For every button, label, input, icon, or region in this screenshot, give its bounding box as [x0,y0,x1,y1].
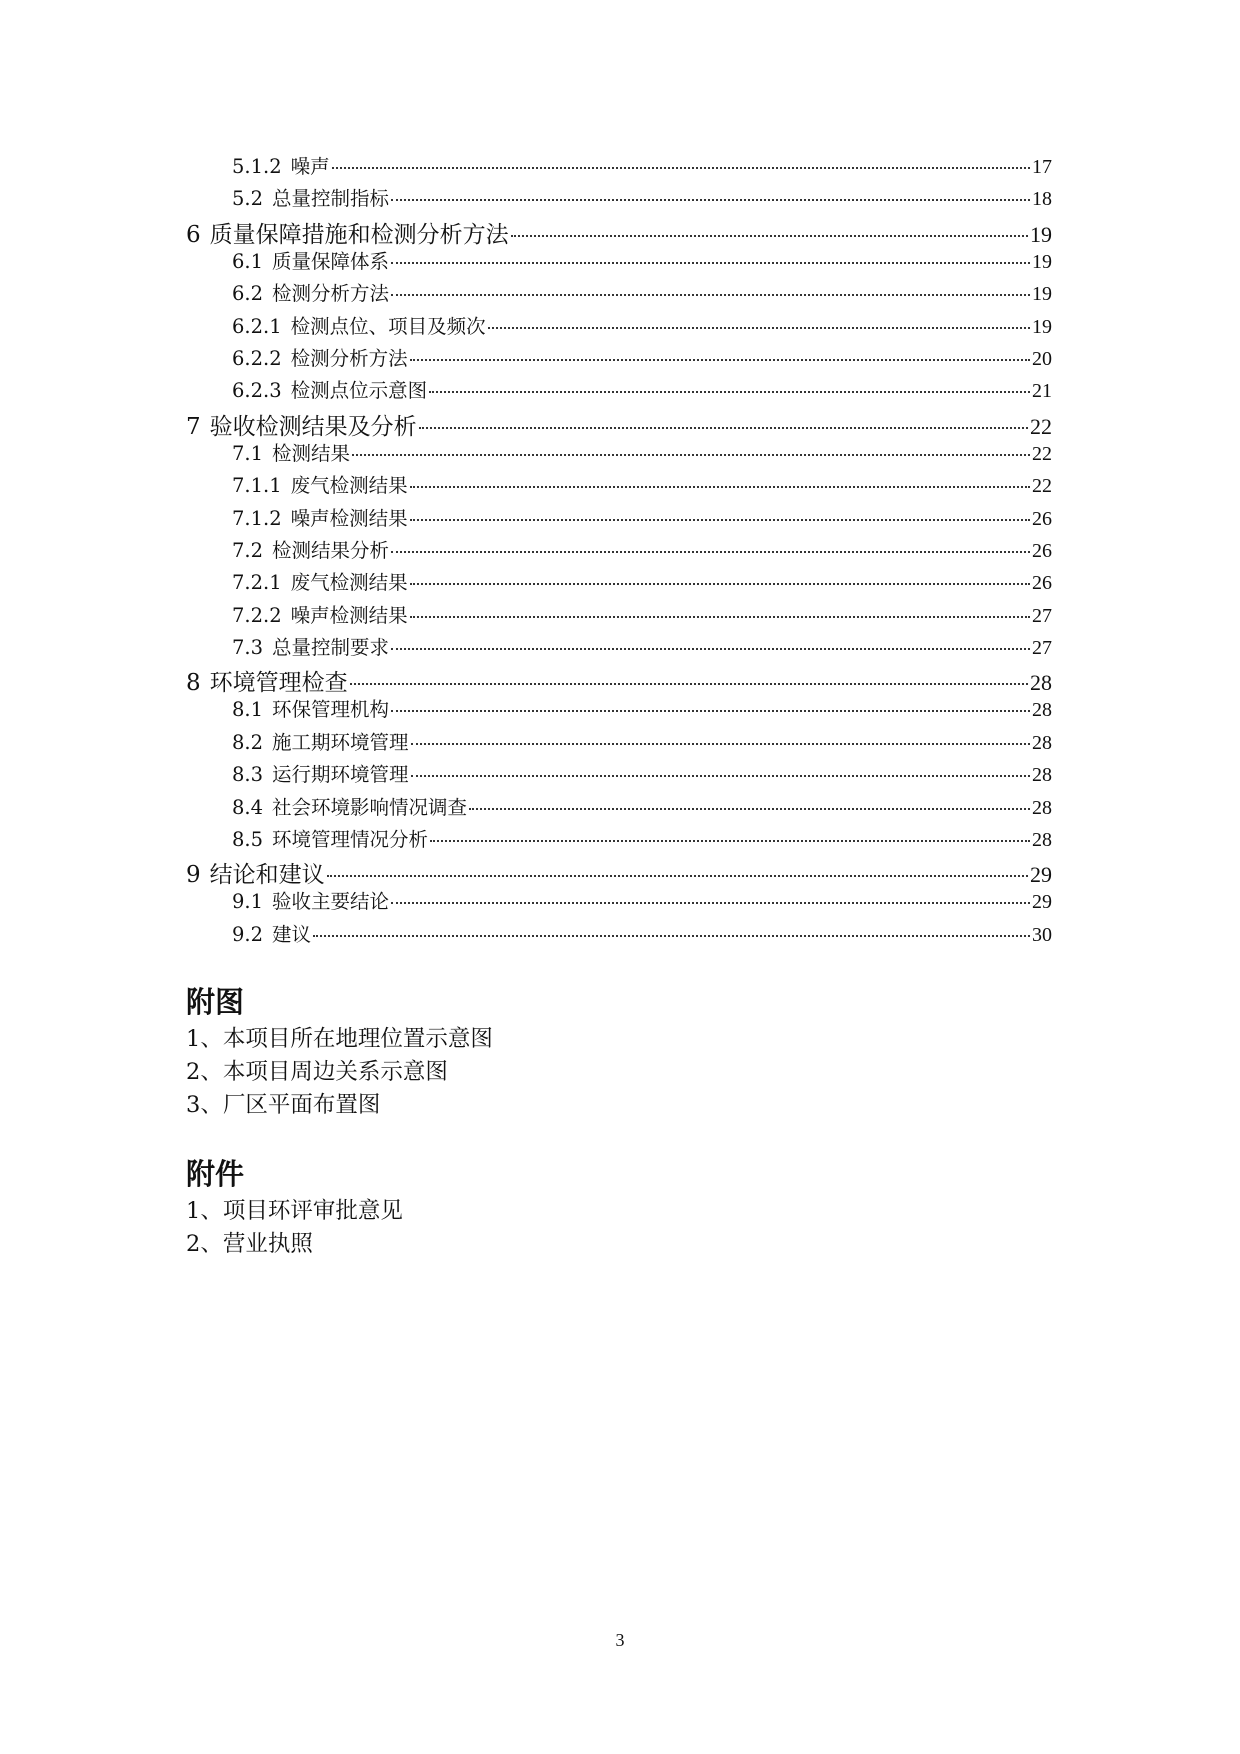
toc-entry-number: 8.3 [232,763,264,787]
toc-entry-title: 建议 [272,922,312,946]
toc-entry-number: 7.1.1 [232,474,282,498]
toc-entry-title: 环境管理情况分析 [272,828,429,852]
toc-entry-page: 22 [1032,475,1052,498]
toc-entry-number: 5.2 [232,187,264,211]
attachments-heading: 附件 [186,1157,245,1191]
toc-dot-leader [469,808,1030,810]
toc-entry-page: 19 [1030,221,1052,247]
toc-entry-title: 质量保障体系 [272,249,390,273]
toc-section-entry[interactable] [186,246,1052,278]
toc-section-entry[interactable] [186,792,1052,824]
toc-entry-number: 7.2 [232,538,264,562]
toc-section-entry[interactable] [186,600,1052,632]
figure-item: 1、本项目所在地理位置示意图 [186,1026,493,1052]
toc-dot-leader [410,583,1030,585]
toc-entry-page: 28 [1032,796,1052,819]
toc-entry-title: 噪声 [290,155,330,178]
toc-entry-page: 18 [1032,188,1052,211]
toc-section-entry[interactable] [186,183,1052,215]
toc-dot-leader [410,486,1030,488]
toc-dot-leader [352,454,1030,456]
toc-entry-page: 26 [1032,539,1052,562]
toc-entry-number: 8.4 [232,795,264,819]
toc-section-entry[interactable] [186,438,1052,470]
toc-entry-number: 9.2 [232,922,264,946]
toc-dot-leader [429,391,1030,393]
toc-section-entry[interactable] [186,151,1052,183]
toc-dot-leader [391,551,1030,553]
toc-entry-page: 30 [1032,923,1052,946]
toc-dot-leader [327,875,1028,877]
toc-entry-number: 9 [186,862,201,889]
toc-entry-page: 19 [1032,283,1052,306]
toc-entry-title: 废气检测结果 [290,474,408,498]
toc-entry-number: 7.3 [232,636,264,660]
toc-entry-page: 29 [1032,891,1052,914]
toc-section-entry[interactable] [186,567,1052,599]
toc-entry-page: 28 [1032,764,1052,787]
toc-entry-title: 社会环境影响情况调查 [272,795,468,819]
toc-entry-title: 检测分析方法 [272,282,390,306]
toc-entry-title: 检测点位示意图 [290,379,428,403]
toc-entry-number: 6.2.1 [232,314,282,338]
toc-dot-leader [313,935,1030,937]
toc-entry-page: 26 [1032,507,1052,530]
toc-entry-number: 8.5 [232,828,264,852]
toc-section-entry[interactable] [186,375,1052,407]
toc-entry-number: 8.1 [232,698,264,722]
toc-entry-page: 19 [1032,315,1052,338]
toc-dot-leader [411,775,1030,777]
toc-dot-leader [430,840,1030,842]
toc-section-entry[interactable] [186,694,1052,726]
figure-item: 2、本项目周边关系示意图 [186,1059,448,1085]
toc-entry-title: 检测结果分析 [272,538,390,562]
toc-entry-page: 26 [1032,572,1052,595]
toc-dot-leader [410,616,1030,618]
toc-entry-title: 噪声检测结果 [290,603,408,627]
toc-entry-title: 总量控制指标 [272,187,390,211]
toc-entry-page: 28 [1032,829,1052,852]
toc-dot-leader [350,683,1028,685]
toc-chapter-entry[interactable] [186,216,1052,246]
toc-dot-leader [391,710,1030,712]
toc-entry-title: 环境管理检查 [209,670,348,697]
toc-section-entry[interactable] [186,632,1052,664]
toc-entry-number: 6 [186,221,201,248]
toc-section-entry[interactable] [186,470,1052,502]
toc-entry-page: 22 [1030,413,1052,439]
toc-entry-title: 总量控制要求 [272,636,390,660]
toc-entry-number: 7.2.2 [232,603,282,627]
toc-section-entry[interactable] [186,311,1052,343]
toc-entry-title: 结论和建议 [209,862,325,889]
toc-entry-title: 噪声检测结果 [290,506,408,530]
toc-entry-number: 7.1 [232,441,264,465]
toc-section-entry[interactable] [186,535,1052,567]
toc-entry-number: 7 [186,413,201,440]
toc-section-entry[interactable] [186,343,1052,375]
toc-entry-title: 检测结果 [272,441,351,465]
toc-entry-page: 27 [1032,637,1052,660]
toc-section-entry[interactable] [186,503,1052,535]
toc-dot-leader [332,167,1030,169]
toc-entry-number: 5.1.2 [232,155,282,178]
toc-entry-number: 8 [186,670,201,697]
toc-section-entry[interactable] [186,824,1052,856]
toc-dot-leader [410,519,1030,521]
toc-chapter-entry[interactable] [186,408,1052,438]
toc-entry-page: 19 [1032,250,1052,273]
toc-entry-page: 22 [1032,442,1052,465]
toc-entry-page: 17 [1032,156,1052,178]
toc-dot-leader [411,743,1030,745]
toc-section-entry[interactable] [186,727,1052,759]
table-of-contents [186,151,1052,951]
toc-section-entry[interactable] [186,919,1052,951]
attachments-section [186,1153,403,1261]
toc-entry-number: 7.1.2 [232,506,282,530]
toc-entry-title: 废气检测结果 [290,571,408,595]
toc-entry-page: 20 [1032,347,1052,370]
toc-chapter-entry[interactable] [186,856,1052,889]
toc-entry-page: 28 [1030,670,1052,696]
toc-dot-leader [488,327,1030,329]
toc-dot-leader [391,262,1030,264]
toc-dot-leader [391,902,1030,904]
toc-dot-leader [391,294,1030,296]
toc-entry-title: 质量保障措施和检测分析方法 [209,221,509,248]
toc-entry-page: 28 [1032,699,1052,722]
toc-entry-number: 7.2.1 [232,571,282,595]
toc-entry-page: 29 [1030,862,1052,888]
toc-entry-number: 6.2.2 [232,346,282,370]
toc-section-entry[interactable] [186,278,1052,310]
toc-entry-title: 检测点位、项目及频次 [290,314,486,338]
toc-dot-leader [391,199,1030,201]
toc-entry-number: 6.2 [232,282,264,306]
figures-heading: 附图 [186,985,245,1019]
figures-section [186,981,493,1122]
toc-entry-page: 28 [1032,731,1052,754]
toc-entry-number: 6.1 [232,249,264,273]
toc-entry-number: 9.1 [232,890,264,914]
page-number: 3 [615,1630,625,1650]
toc-entry-title: 运行期环境管理 [272,763,409,787]
toc-section-entry[interactable] [186,759,1052,791]
attachment-item: 1、项目环评审批意见 [186,1198,403,1224]
toc-entry-page: 27 [1032,604,1052,627]
toc-dot-leader [511,235,1028,237]
attachment-item: 2、营业执照 [186,1231,313,1257]
toc-entry-page: 21 [1032,380,1052,403]
toc-entry-title: 环保管理机构 [272,698,390,722]
toc-section-entry[interactable] [186,886,1052,918]
toc-dot-leader [391,648,1030,650]
figure-item: 3、厂区平面布置图 [186,1092,381,1118]
toc-dot-leader [419,427,1028,429]
toc-entry-number: 8.2 [232,730,264,754]
toc-entry-title: 施工期环境管理 [272,730,409,754]
toc-chapter-entry[interactable] [186,664,1052,697]
toc-entry-number: 6.2.3 [232,379,282,403]
toc-entry-title: 验收检测结果及分析 [209,413,417,440]
toc-entry-title: 验收主要结论 [272,890,390,914]
toc-entry-title: 检测分析方法 [290,346,408,370]
toc-dot-leader [410,359,1030,361]
